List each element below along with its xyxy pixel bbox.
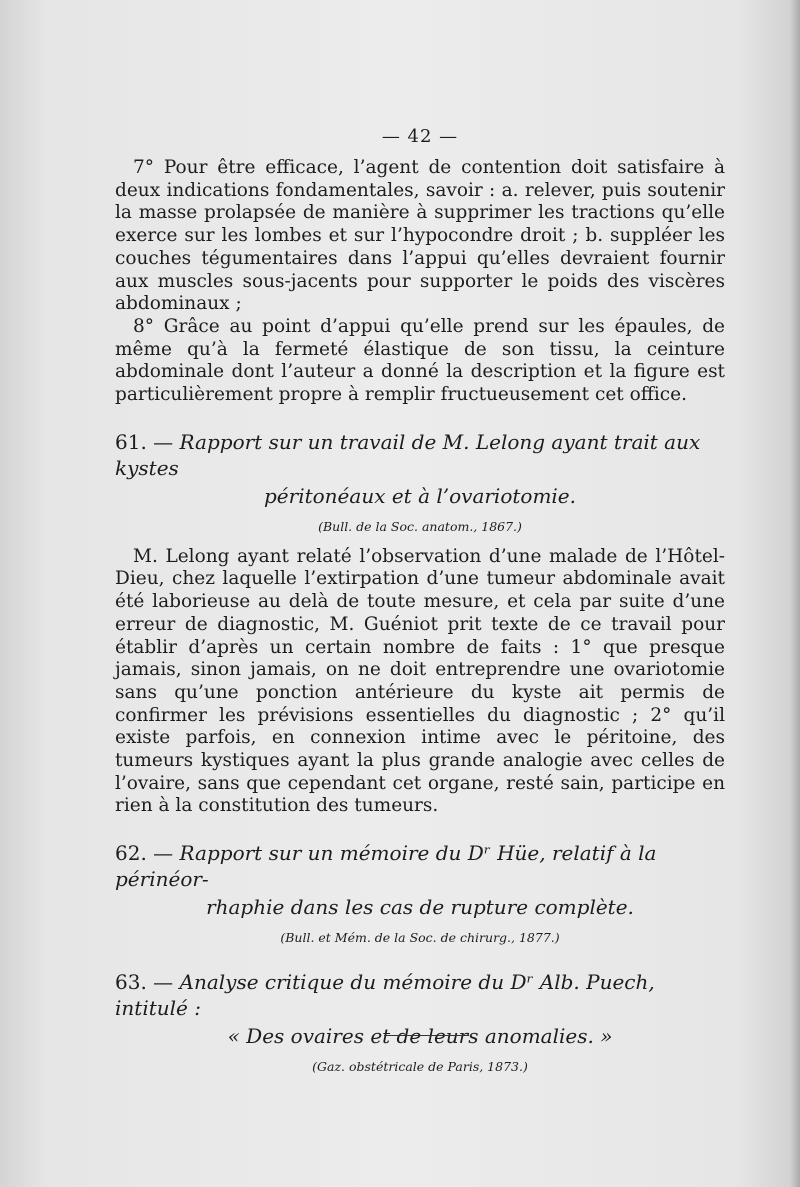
intro-paragraph-8: 8° Grâce au point d’appui qu’elle prend sur les épaules, de même qu’à la fermeté élastique de son tissu, la ceinture abdominale dont l’auteur a donné la description et la figure est particulièrement propre à remplir fructueusement cet office. <box>115 315 725 406</box>
entry-62-number: 62. <box>115 841 147 866</box>
entry-63-number: 63. <box>115 970 147 995</box>
entry-62 <box>115 840 725 945</box>
closing-rule <box>384 1035 469 1036</box>
entry-61-dash: — <box>153 429 174 454</box>
entry-63-dash: — <box>153 970 174 995</box>
entry-61 <box>115 429 725 818</box>
entry-63-title-line2: « Des ovaires et de leurs anomalies. » <box>227 1024 613 1049</box>
entry-62-source: (Bull. et Mém. de la Soc. de chirurg., 1877.) <box>280 930 560 946</box>
entry-62-dash: — <box>153 841 174 866</box>
entry-63-source: (Gaz. obstétricale de Paris, 1873.) <box>312 1059 528 1075</box>
entry-61-source: (Bull. de la Soc. anatom., 1867.) <box>318 518 522 534</box>
entry-61-number: 61. <box>115 429 147 454</box>
entry-63 <box>115 969 725 1074</box>
page-content <box>115 126 725 1086</box>
entry-61-body: M. Lelong ayant relaté l’observation d’une malade de l’Hôtel-Dieu, chez laquelle l’extirpation d’une tumeur abdominale avait été laborieuse au delà de toute mesure, et cela par suite d’une erreur de diagnostic, M. Guéniot prit texte de ce travail pour établir d’après un certain nombre de faits : 1° que presque jamais, sinon jamais, on ne doit entreprendre une ovariotomie sans qu’une ponction antérieure du kyste ait permis de confirmer les prévisions essentielles du diagnostic ; 2° qu’il existe parfois, en connexion intime avec le péritoine, des tumeurs kystiques ayant la plus grande analogie avec celles de l’ovaire, sans que cependant cet organe, resté sain, participe en rien à la constitution des tumeurs. <box>115 545 725 817</box>
entry-61-title-line1: Rapport sur un travail de M. Lelong ayant trait aux kystes <box>115 429 701 480</box>
entry-62-title-line2: rhaphie dans les cas de rupture complète. <box>206 895 634 920</box>
entry-63-heading <box>115 969 725 1049</box>
page-edge-shadow <box>790 0 800 1187</box>
entry-62-title-line1: Rapport sur un mémoire du Dʳ Hüe, relatif à la périnéor- <box>115 841 657 892</box>
entry-61-title-line2: péritonéaux et à l’ovariotomie. <box>264 483 576 508</box>
entry-63-title-line1: Analyse critique du mémoire du Dʳ Alb. Puech, intitulé : <box>115 970 655 1021</box>
entry-62-heading <box>115 840 725 920</box>
page-number: — 42 — <box>381 126 459 147</box>
entry-61-heading <box>115 429 725 509</box>
intro-paragraph-7: 7° Pour être efficace, l’agent de contention doit satisfaire à deux indications fondamentales, savoir : a. relever, puis soutenir la masse prolapsée de manière à supprimer les tractions qu’elle exerce sur les lombes et sur l’hypocondre droit ; b. suppléer les couches tégumentaires dans l’appui qu’elles devraient fournir aux muscles sous-jacents pour supporter le poids des viscères abdominaux ; <box>115 157 725 315</box>
